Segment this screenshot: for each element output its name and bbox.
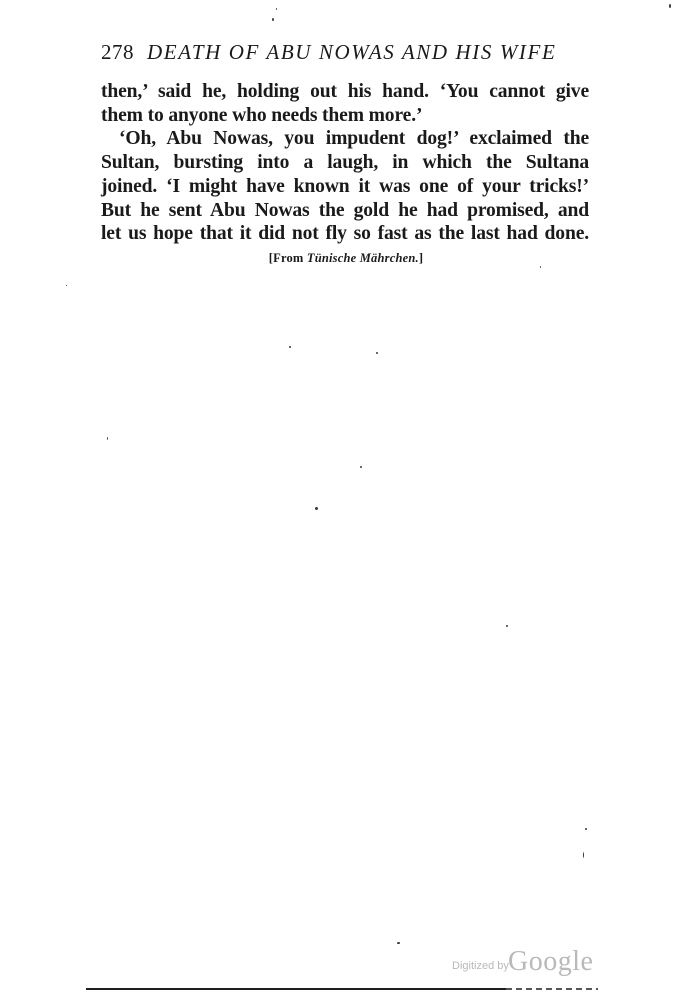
text-line: them to anyone who needs them more.’ [101, 104, 423, 126]
scan-speck [289, 346, 291, 348]
page-number: 278 [101, 40, 134, 64]
text-line: But he sent Abu Nowas the gold he had promised, and [101, 199, 589, 221]
scan-speck [276, 8, 277, 10]
scan-speck [669, 4, 671, 8]
text-line: ‘Oh, Abu Nowas, you impudent dog!’ exclaimed the [119, 128, 589, 150]
scan-speck [360, 466, 362, 468]
source-note [0, 251, 692, 266]
scan-speck [397, 942, 400, 944]
text-line: Sultan, bursting into a laugh, in which the Sultana [101, 152, 589, 174]
source-note-suffix: ] [418, 251, 424, 265]
bottom-rule-dashed [506, 988, 598, 990]
scan-speck [585, 828, 587, 830]
digitized-watermark [452, 946, 602, 982]
source-note-prefix: [From [268, 251, 307, 265]
google-logo: Google [508, 946, 594, 977]
scan-speck [376, 352, 378, 354]
text-line: then,’ said he, holding out his hand. ‘You cannot give [101, 81, 589, 102]
chapter-title: DEATH OF ABU NOWAS AND HIS WIFE [147, 40, 557, 64]
body-text [101, 80, 589, 246]
text-line: let us hope that it did not fly so fast as the last had done. [101, 223, 589, 245]
running-head [101, 40, 589, 70]
scan-speck [66, 285, 67, 286]
scan-speck [583, 852, 584, 858]
scan-speck [540, 266, 541, 268]
watermark-small-text: Digitized by [452, 960, 509, 972]
scan-speck [272, 18, 274, 21]
scan-speck [107, 437, 108, 440]
text-line: joined. ‘I might have known it was one of your tricks!’ [101, 175, 589, 197]
source-note-title: Tünische Mährchen. [306, 251, 419, 265]
bottom-rule [86, 988, 506, 990]
scan-speck [506, 625, 508, 627]
scan-speck [315, 507, 318, 510]
